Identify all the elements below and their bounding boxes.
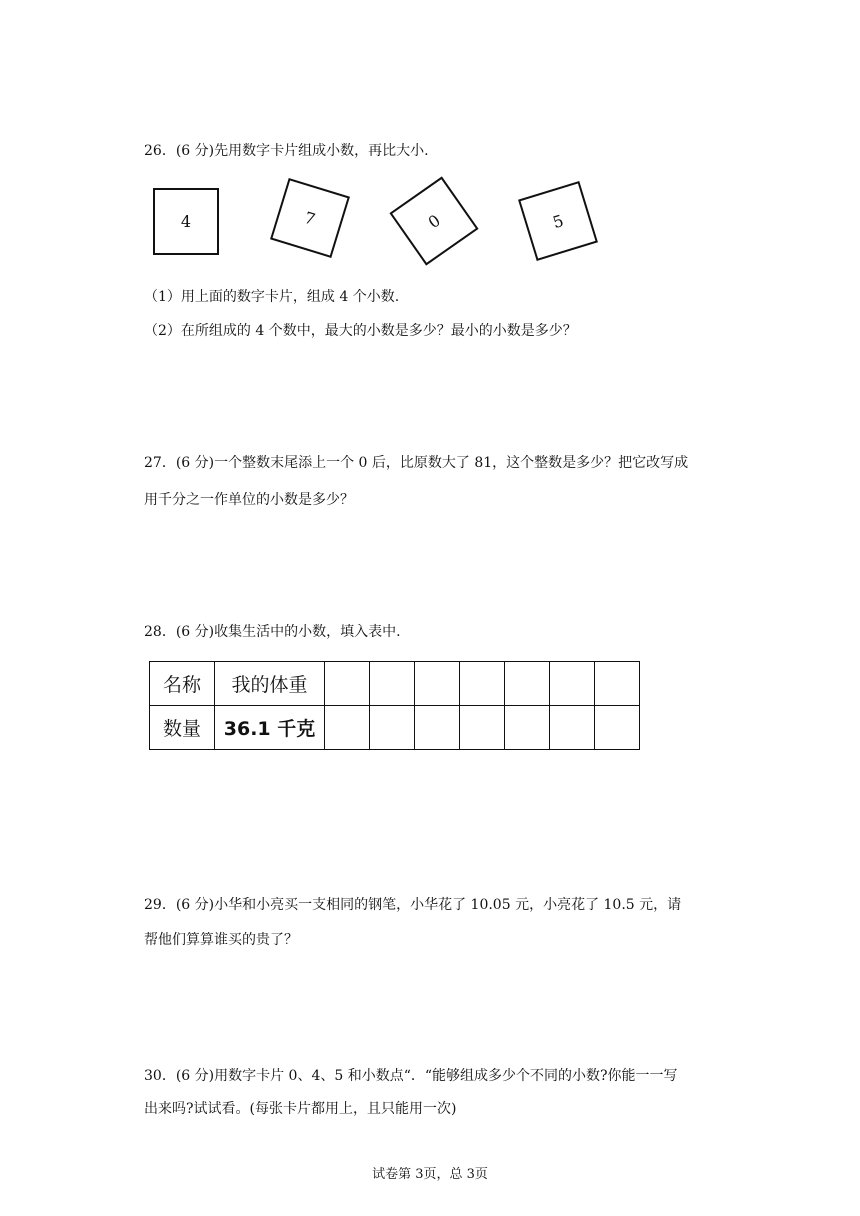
blank-cell[interactable] (505, 706, 550, 750)
digit-card-value: 7 (302, 207, 318, 229)
blank-cell[interactable] (325, 706, 370, 750)
q27-line-1: 27．(6 分)一个整数末尾添上一个 0 后，比原数大了 81，这个整数是多少？把它改写成 (144, 455, 689, 471)
table-row-quantity (150, 706, 640, 750)
digit-card-value: 0 (424, 210, 444, 232)
page-footer: 试卷第 3页，总 3页 (372, 1167, 488, 1182)
decimal-collection-table (149, 661, 640, 750)
blank-cell[interactable] (460, 662, 505, 706)
q29-line-2: 帮他们算算谁买的贵了？ (144, 932, 298, 948)
q28-stem: 28．(6 分)收集生活中的小数，填入表中. (144, 624, 401, 640)
blank-cell[interactable] (460, 706, 505, 750)
blank-cell[interactable] (595, 662, 640, 706)
q27-line-2: 用千分之一作单位的小数是多少？ (144, 492, 354, 508)
row-header-quantity: 数量 (150, 706, 215, 750)
row-header-name: 名称 (150, 662, 215, 706)
blank-cell[interactable] (550, 706, 595, 750)
blank-cell[interactable] (550, 662, 595, 706)
digit-card-value: 5 (550, 210, 566, 232)
blank-cell[interactable] (415, 706, 460, 750)
digit-card-0 (389, 176, 478, 265)
cell-my-weight: 我的体重 (215, 662, 325, 706)
q26-stem: 26．(6 分)先用数字卡片组成小数，再比大小. (144, 143, 429, 159)
blank-cell[interactable] (370, 706, 415, 750)
q30-line-2: 出来吗?试试看。(每张卡片都用上，且只能用一次) (144, 1101, 457, 1117)
blank-cell[interactable] (505, 662, 550, 706)
digit-card-7 (270, 178, 350, 258)
blank-cell[interactable] (325, 662, 370, 706)
q30-line-1: 30．(6 分)用数字卡片 0、4、5 和小数点“．“能够组成多少个不同的小数?你能一一写 (144, 1068, 678, 1084)
q29-line-1: 29．(6 分)小华和小亮买一支相同的钢笔，小华花了 10.05 元，小亮花了 10.5 元，请 (144, 897, 682, 913)
q26-sub-question-1: （1）用上面的数字卡片，组成 4 个小数. (144, 289, 400, 305)
blank-cell[interactable] (595, 706, 640, 750)
digit-card-5 (518, 181, 598, 261)
blank-cell[interactable] (370, 662, 415, 706)
q26-sub-question-2: （2）在所组成的 4 个数中，最大的小数是多少？最小的小数是多少？ (144, 323, 577, 339)
digit-card-value: 4 (180, 212, 192, 231)
blank-cell[interactable] (415, 662, 460, 706)
table-row-name (150, 662, 640, 706)
digit-card-4 (153, 188, 219, 255)
cell-weight-value: 36.1 千克 (215, 706, 325, 750)
